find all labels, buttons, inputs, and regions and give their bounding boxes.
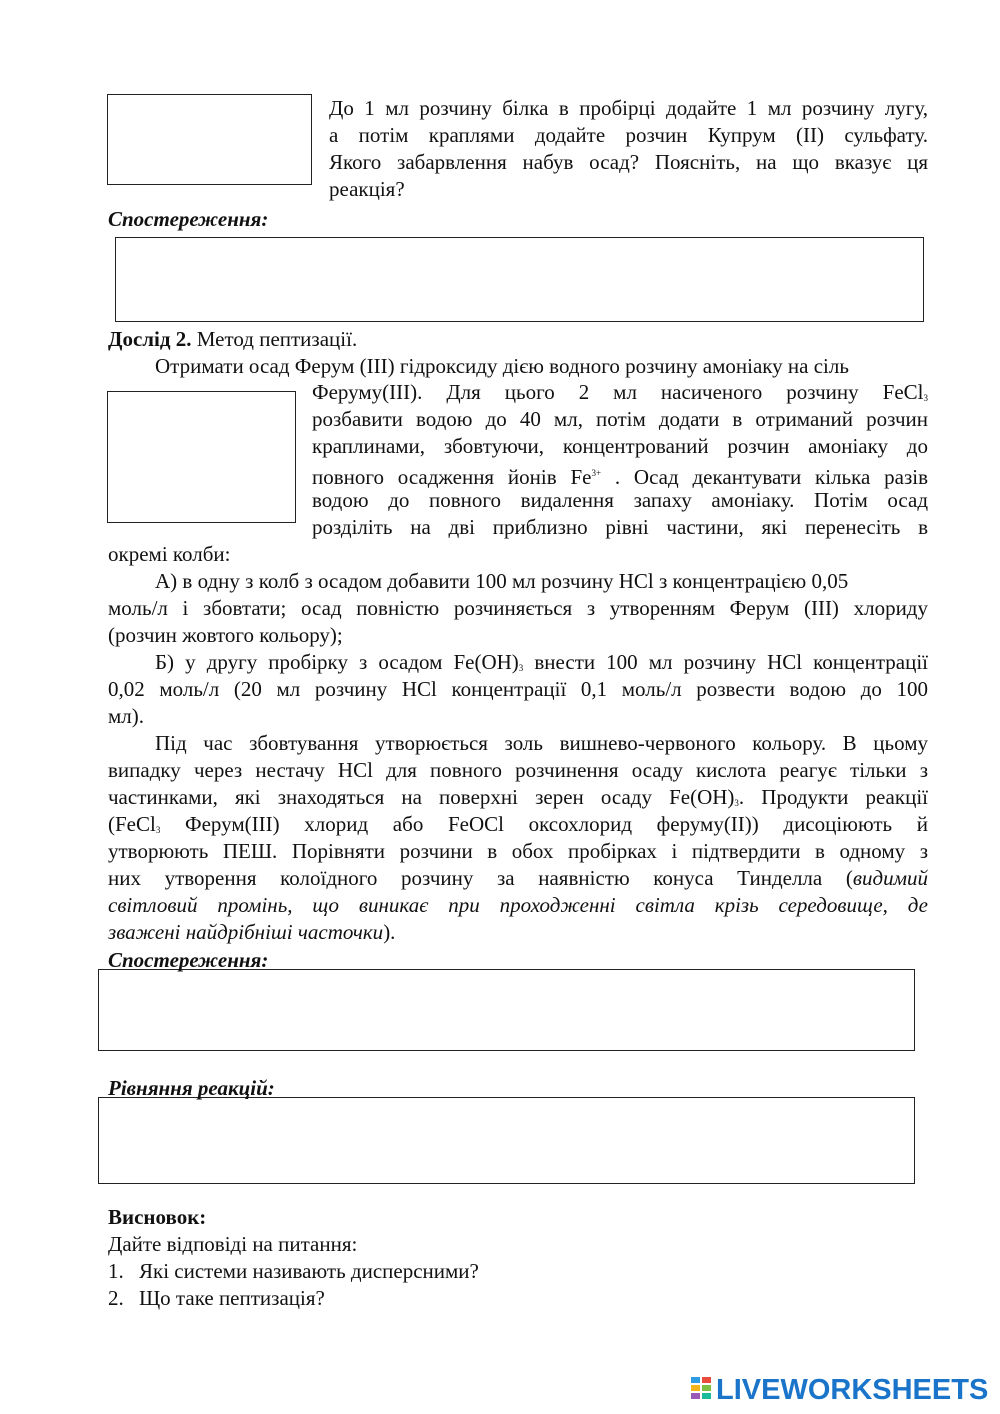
exp2-title bbox=[108, 326, 357, 353]
exp2-c-line-3-text-b: . Продукти реакції bbox=[738, 785, 928, 809]
exp2-c-line-6-text-italic: видимий bbox=[852, 866, 928, 890]
exp2-observation-answer-box[interactable] bbox=[98, 969, 915, 1051]
exp2-title-rest: Метод пептизації. bbox=[191, 327, 358, 351]
exp2-c-line-8 bbox=[108, 919, 395, 946]
exp1-text-line-2: а потім краплями додайте розчин Купрум (ІІ) сульфату. bbox=[329, 123, 928, 147]
exp2-c-line-6 bbox=[108, 865, 928, 892]
exp2-c-line-4-sub: 3 bbox=[155, 825, 161, 835]
liveworksheets-logo-icon bbox=[690, 1376, 712, 1404]
question-2-number: 2. bbox=[108, 1286, 124, 1310]
exp2-line-5-text-b: . Осад декантувати кілька разів bbox=[601, 465, 928, 489]
exp2-a-line-2: моль/л і збовтати; осад повністю розчиняється з утворенням Ферум (ІІІ) хлориду bbox=[108, 596, 928, 620]
exp2-b-line-1-sub: 3 bbox=[518, 663, 524, 673]
liveworksheets-logo-text: LIVEWORKSHEETS bbox=[716, 1373, 989, 1406]
exp2-observation-label: Спостереження: bbox=[108, 948, 269, 972]
liveworksheets-logo bbox=[690, 1373, 988, 1407]
exp2-b-line-3: мл). bbox=[108, 704, 145, 728]
exp2-title-bold: Дослід 2. bbox=[108, 327, 192, 351]
exp2-equations-label: Рівняння реакцій: bbox=[108, 1076, 275, 1100]
conclusion-prompt: Дайте відповіді на питання: bbox=[108, 1232, 358, 1256]
exp2-c-line-5: утворюють ПЕШ. Порівняти розчини в обох пробірках і підтвердити в одному з bbox=[108, 839, 928, 863]
exp2-b-line-1-text-a: Б) у другу пробірку з осадом Fe(OH) bbox=[155, 650, 519, 674]
exp2-c-line-8-text-italic: зважені найдрібніші часточки bbox=[108, 920, 384, 944]
question-1-text: Які системи називають дисперсними? bbox=[139, 1259, 479, 1283]
exp2-c-line-4-text-a: (FeCl bbox=[108, 812, 156, 836]
exp2-c-line-8-text-b: ). bbox=[383, 920, 396, 944]
exp1-observation-answer-box[interactable] bbox=[115, 237, 924, 322]
exp2-line-6: водою до повного видалення запаху амоніаку. Потім осад bbox=[312, 488, 928, 512]
exp2-line-8: окремі колби: bbox=[108, 542, 231, 566]
exp2-line-5-text-a: повного осадження йонів Fe bbox=[312, 465, 592, 489]
exp2-line-7: розділіть на дві приблизно рівні частини, які перенесіть в bbox=[312, 515, 928, 539]
conclusion-title: Висновок: bbox=[108, 1205, 207, 1229]
exp2-line-2-text: Феруму(ІІІ). Для цього 2 мл насиченого розчину FeCl bbox=[312, 380, 924, 404]
exp2-line-5-sup: 3+ bbox=[591, 468, 602, 478]
exp2-c-line-6-text-a: них утворення колоїдного розчину за наявністю конуса Тинделла ( bbox=[108, 866, 853, 890]
exp2-b-line-1-text-b: внести 100 мл розчину НСl концентрації bbox=[523, 650, 928, 674]
exp1-text-line-3: Якого забарвлення набув осад? Поясніть, на що вказує ця bbox=[329, 150, 928, 174]
exp2-line-2-sub: 3 bbox=[923, 393, 928, 403]
question-1 bbox=[108, 1258, 479, 1285]
exp2-b-line-2: 0,02 моль/л (20 мл розчину НСl концентрації 0,1 моль/л розвести водою до 100 bbox=[108, 677, 928, 701]
exp1-text-line-1: До 1 мл розчину білка в пробірці додайте 1 мл розчину лугу, bbox=[329, 96, 928, 120]
exp2-c-line-1: Під час збовтування утворюється золь вишнево-червоного кольору. В цьому bbox=[155, 731, 928, 755]
image-placeholder-1 bbox=[107, 94, 312, 185]
exp2-c-line-7: світловий промінь, що виникає при проходженні світла крізь середовище, де bbox=[108, 893, 928, 917]
exp2-a-line-1: А) в одну з колб з осадом добавити 100 мл розчину НСl з концентрацією 0,05 bbox=[155, 569, 849, 593]
question-1-number: 1. bbox=[108, 1259, 124, 1283]
exp2-line-1: Отримати осад Ферум (ІІІ) гідроксиду дією водного розчину амоніаку на сіль bbox=[155, 354, 849, 378]
exp1-text-line-4: реакція? bbox=[329, 177, 405, 201]
exp2-c-line-3-text-a: частинками, які знаходяться на поверхні зерен осаду Fe(OH) bbox=[108, 785, 735, 809]
question-2-text: Що таке пептизація? bbox=[139, 1286, 325, 1310]
exp2-line-4: краплинами, збовтуючи, концентрований розчин амоніаку до bbox=[312, 434, 928, 458]
image-placeholder-2 bbox=[107, 391, 296, 523]
exp2-equations-answer-box[interactable] bbox=[98, 1097, 915, 1184]
question-2 bbox=[108, 1285, 325, 1312]
exp2-line-3: розбавити водою до 40 мл, потім додати в отриманий розчин bbox=[312, 407, 928, 431]
exp2-c-line-3-sub: 3 bbox=[734, 798, 739, 808]
exp2-a-line-3: (розчин жовтого кольору); bbox=[108, 623, 343, 647]
exp2-c-line-4-text-b: Ферум(ІІІ) хлорид або FeOCl оксохлорид феруму(ІІ)) дисоціюють й bbox=[160, 812, 928, 836]
exp2-c-line-2: випадку через нестачу НСl для повного розчинення осаду кислота реагує тільки з bbox=[108, 758, 928, 782]
exp1-observation-label: Спостереження: bbox=[108, 207, 269, 231]
